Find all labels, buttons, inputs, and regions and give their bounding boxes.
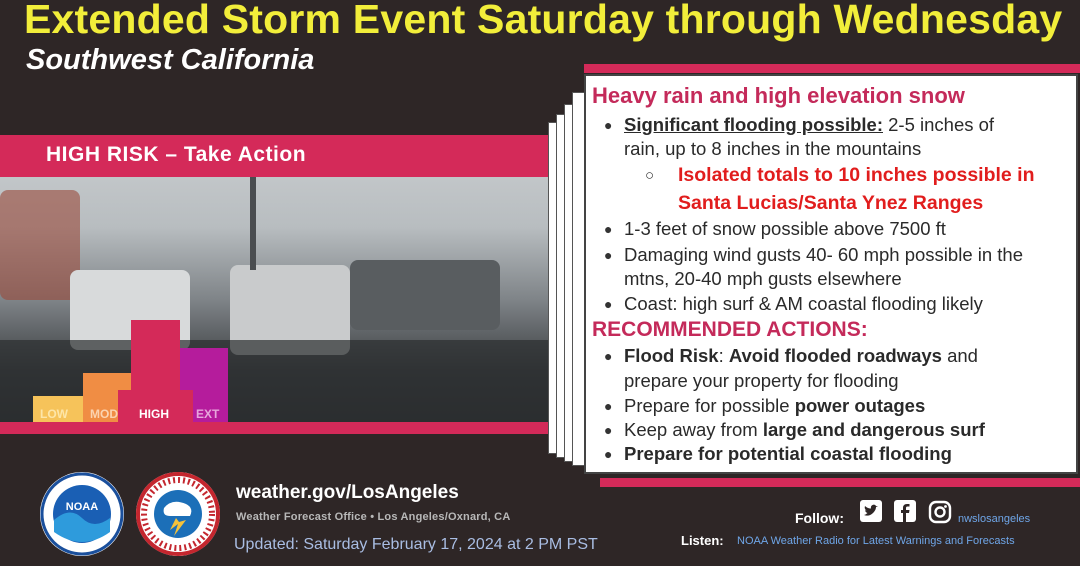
risk-bottom-strip: [0, 422, 548, 434]
hazard-item-wind-cont: mtns, 20-40 mph gusts elsewhere: [624, 268, 902, 289]
action-surf: Keep away from large and dangerous surf: [624, 419, 985, 440]
isolated-totals-line1: Isolated totals to 10 inches possible in: [678, 164, 1035, 186]
panel-bottom-strip: [600, 478, 1080, 487]
twitter-icon[interactable]: [860, 500, 882, 522]
risk-bar-high: [131, 320, 180, 390]
risk-label-low: LOW: [40, 407, 68, 421]
noaa-logo: [40, 472, 124, 556]
actions-heading: RECOMMENDED ACTIONS:: [592, 318, 868, 341]
bullet-icon: ●: [604, 446, 613, 462]
hazard-item-snow: 1-3 feet of snow possible above 7500 ft: [624, 218, 946, 239]
website-link[interactable]: weather.gov/LosAngeles: [236, 482, 459, 503]
listen-label: Listen:: [681, 533, 724, 548]
hazard-item-wind: Damaging wind gusts 40- 60 mph possible in the: [624, 244, 1024, 265]
risk-label-mod: MOD: [90, 407, 118, 421]
action-power: Prepare for possible power outages: [624, 395, 926, 416]
updated-timestamp: Updated: Saturday February 17, 2024 at 2 PM PST: [234, 536, 598, 553]
panel-heading: Heavy rain and high elevation snow: [592, 83, 965, 108]
bullet-icon: ●: [604, 422, 613, 438]
risk-label-ext: EXT: [196, 407, 220, 421]
hazard-item-flooding-cont: rain, up to 8 inches in the mountains: [624, 138, 922, 159]
office-name: Weather Forecast Office • Los Angeles/Oxnard, CA: [236, 511, 511, 523]
social-handle[interactable]: nwslosangeles: [958, 513, 1031, 525]
panel-top-strip: [584, 64, 1080, 73]
svg-text:NOAA: NOAA: [65, 501, 99, 513]
sub-bullet-icon: ○: [645, 167, 655, 184]
isolated-totals-line2: Santa Lucias/Santa Ynez Ranges: [678, 192, 984, 214]
bullet-icon: ●: [604, 296, 613, 312]
action-flood-risk: Flood Risk: Avoid flooded roadways and: [624, 345, 978, 366]
page-subtitle: Southwest California: [26, 44, 315, 76]
page-title: Extended Storm Event Saturday through Wednesday: [24, 0, 1063, 42]
facebook-icon[interactable]: [894, 500, 916, 522]
action-coastal: Prepare for potential coastal flooding: [624, 443, 952, 464]
action-flood-risk-cont: prepare your property for flooding: [624, 370, 899, 391]
risk-banner-label: HIGH RISK – Take Action: [46, 143, 307, 166]
hazard-item-coast: Coast: high surf & AM coastal flooding likely: [624, 293, 983, 314]
bullet-icon: ●: [604, 247, 613, 263]
hazard-item-flooding: Significant flooding possible: 2-5 inches of: [624, 114, 995, 135]
weather-radio-link[interactable]: NOAA Weather Radio for Latest Warnings and Forecasts: [737, 535, 1015, 547]
instagram-icon[interactable]: [928, 500, 950, 522]
nws-logo: [136, 472, 220, 556]
bullet-icon: ●: [604, 117, 613, 133]
follow-label: Follow:: [795, 510, 844, 526]
bullet-icon: ●: [604, 398, 613, 414]
bullet-icon: ●: [604, 221, 613, 237]
risk-label-high: HIGH: [139, 407, 169, 421]
bullet-icon: ●: [604, 348, 613, 364]
